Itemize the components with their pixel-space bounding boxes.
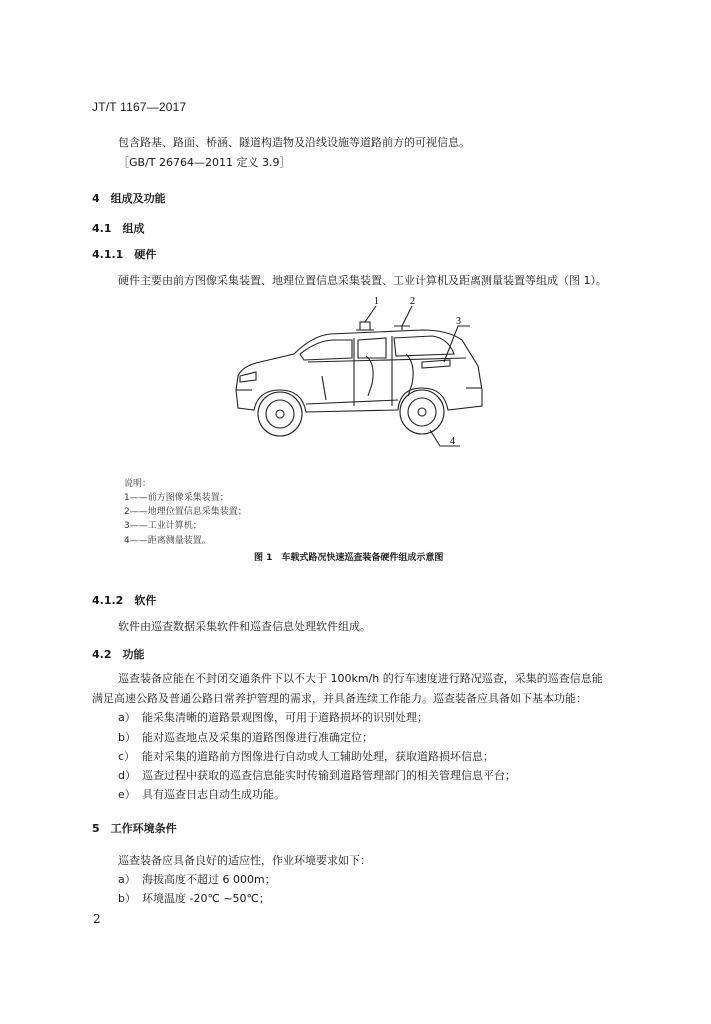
list-item-text: 具有巡查日志自动生成功能。 xyxy=(142,788,285,801)
intro-line-2: ［GB/T 26764—2011 定义 3.9］ xyxy=(118,156,291,169)
intro-line-1: 包含路基、路面、桥涵、隧道构造物及沿线设施等道路前方的可视信息。 xyxy=(118,136,470,149)
section-4-1-1-text: 硬件主要由前方图像采集装置、地理位置信息采集装置、工业计算机及距离测量装置等组成（图 1）。 xyxy=(118,274,607,287)
legend-item-2: 2——地理位置信息采集装置； xyxy=(124,507,247,517)
list-item-text: 环境温度 -20℃ ~50℃； xyxy=(142,892,270,905)
legend-item-3: 3——工业计算机； xyxy=(124,521,202,531)
list-item-text: 能对采集的道路前方图像进行自动或人工辅助处理，获取道路损坏信息； xyxy=(142,750,494,763)
section-4-1-2-text: 软件由巡查数据采集软件和巡查信息处理软件组成。 xyxy=(118,620,371,633)
list-item-text: 能对巡查地点及采集的道路图像进行准确定位； xyxy=(142,731,373,744)
callout-3: 3 xyxy=(456,316,461,327)
section-4-2-text-line-1: 巡查装备应能在不封闭交通条件下以不大于 100km/h 的行车速度进行路况巡查，采集的巡查信息能 xyxy=(118,672,603,685)
standard-code-header: JT/T 1167—2017 xyxy=(92,100,187,114)
vehicle-figure xyxy=(226,292,492,454)
vehicle-drawing xyxy=(226,292,492,454)
list-item-text: 海拔高度不超过 6 000m； xyxy=(142,873,276,886)
section-5-text: 巡查装备应具备良好的适应性，作业环境要求如下： xyxy=(118,854,371,867)
callout-2: 2 xyxy=(410,296,415,307)
list-item-text: 巡查过程中获取的巡查信息能实时传输到道路管理部门的相关管理信息平台； xyxy=(142,769,516,782)
section-4-2-text-line-2: 满足高速公路及普通公路日常养护管理的需求，并具备连续工作能力。巡查装备应具备如下基本功能： xyxy=(92,692,587,705)
list-item-text: 能采集清晰的道路景观图像，可用于道路损坏的识别处理； xyxy=(142,711,428,724)
page-number: 2 xyxy=(93,912,101,926)
section-4-1-2-heading: 4.1.2 软件 xyxy=(92,594,157,607)
section-4-1-1-heading: 4.1.1 硬件 xyxy=(92,248,157,261)
legend-item-1: 1——前方图像采集装置； xyxy=(124,493,229,503)
legend-title: 说明： xyxy=(124,479,152,489)
legend-item-4: 4——距离测量装置。 xyxy=(124,536,211,546)
section-5-heading: 5 工作环境条件 xyxy=(92,822,177,835)
list-item-label: c） xyxy=(118,750,136,763)
list-item-label: b） xyxy=(118,731,136,744)
section-4-2-heading: 4.2 功能 xyxy=(92,648,145,661)
section-4-1-heading: 4.1 组成 xyxy=(92,222,145,235)
callout-1: 1 xyxy=(374,296,379,307)
list-item-label: e） xyxy=(118,788,136,801)
list-item-label: a） xyxy=(118,873,136,886)
figure-caption: 图 1 车载式路况快速巡查装备硬件组成示意图 xyxy=(254,553,444,563)
list-item-label: a） xyxy=(118,711,136,724)
callout-4: 4 xyxy=(450,436,455,447)
list-item-label: d） xyxy=(118,769,136,782)
list-item-label: b） xyxy=(118,892,136,905)
section-4-heading: 4 组成及功能 xyxy=(92,192,166,205)
